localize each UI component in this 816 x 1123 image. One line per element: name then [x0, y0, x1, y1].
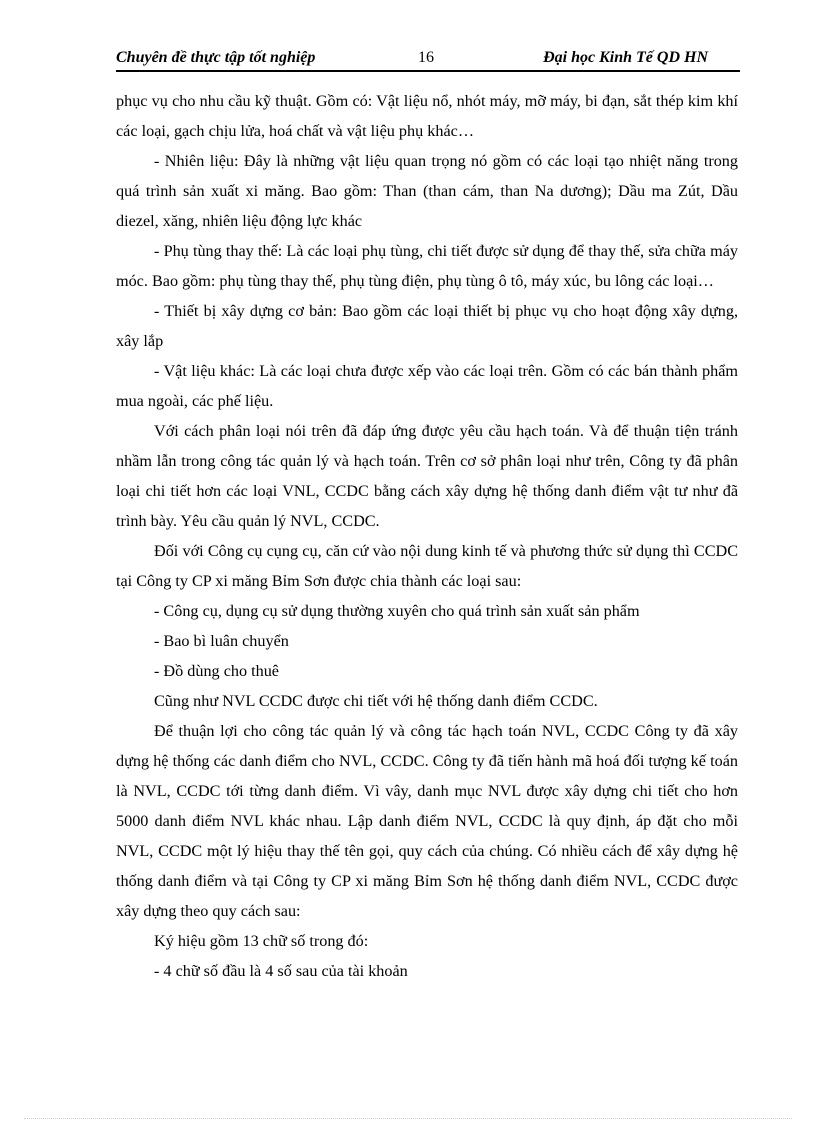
- page-number: 16: [418, 49, 434, 66]
- list-item: - 4 chữ số đầu là 4 số sau của tài khoản: [154, 962, 408, 980]
- paragraph: phục vụ cho nhu cầu kỹ thuật. Gồm có: Vật liệu nổ, nhót máy, mỡ máy, bi đạn, sắt thép kim khí các loại, gạch chịu lửa, hoá chất và vật liệu phụ khác…: [116, 92, 738, 140]
- paragraph: Với cách phân loại nói trên đã đáp ứng được yêu cầu hạch toán. Và để thuận tiện tránh nhầm lẫn trong công tác quản lý và hạch toán. Trên cơ sở phân loại như trên, Công ty đã phân loại chi tiết hơn các loại VNL, CCDC bằng cách xây dựng hệ thống danh điểm vật tư như đã trình bày. Yêu cầu quản lý NVL, CCDC.: [116, 422, 738, 530]
- list-item: - Đồ dùng cho thuê: [154, 662, 279, 680]
- paragraph: - Nhiên liệu: Đây là những vật liệu quan trọng nó gồm có các loại tạo nhiệt năng trong quá trình sản xuất xi măng. Bao gồm: Than (than cám, than Na dương); Dầu ma Zút, Dầu diezel, xăng, nhiên liệu động lực khác: [116, 152, 738, 230]
- paragraph: - Phụ tùng thay thế: Là các loại phụ tùng, chi tiết được sử dụng để thay thế, sửa chữa máy móc. Bao gồm: phụ tùng thay thế, phụ tùng điện, phụ tùng ô tô, máy xúc, bu lông các loại…: [116, 242, 738, 290]
- list-item: - Công cụ, dụng cụ sử dụng thường xuyên cho quá trình sản xuất sản phẩm: [154, 602, 640, 620]
- paragraph: Cũng như NVL CCDC được chi tiết với hệ thống danh điểm CCDC.: [154, 692, 598, 710]
- page-body: [116, 86, 738, 986]
- paragraph: - Thiết bị xây dựng cơ bản: Bao gồm các loại thiết bị phục vụ cho hoạt động xây dựng, xây lắp: [116, 302, 738, 350]
- header-university: Đại học Kinh Tế QD HN: [543, 49, 708, 66]
- page-bottom-border: [24, 1118, 792, 1119]
- header-document-title: Chuyên đề thực tập tốt nghiệp: [116, 49, 316, 66]
- paragraph: Ký hiệu gồm 13 chữ số trong đó:: [154, 932, 369, 950]
- paragraph: - Vật liệu khác: Là các loại chưa được xếp vào các loại trên. Gồm có các bán thành phẩm mua ngoài, các phế liệu.: [116, 362, 738, 410]
- paragraph: Để thuận lợi cho công tác quản lý và công tác hạch toán NVL, CCDC Công ty đã xây dựng hệ thống các danh điểm cho NVL, CCDC. Công ty đã tiến hành mã hoá đối tượng kế toán là NVL, CCDC tới từng danh điểm. Vì vây, danh mục NVL được xây dựng chi tiết cho hơn 5000 danh điểm NVL khác nhau. Lập danh điểm NVL, CCDC là quy định, áp đặt cho mỗi NVL, CCDC một lý hiệu thay thế tên gọi, quy cách của chúng. Có nhiều cách để xây dựng hệ thống danh điểm và tại Công ty CP xi măng Bỉm Sơn hệ thống danh điểm NVL, CCDC được xây dựng theo quy cách sau:: [116, 722, 738, 920]
- list-item: - Bao bì luân chuyển: [154, 632, 289, 650]
- paragraph: Đối với Công cụ cụng cụ, căn cứ vào nội dung kinh tế và phương thức sử dụng thì CCDC tại Công ty CP xi măng Bỉm Sơn được chia thành các loại sau:: [116, 542, 738, 590]
- page-header: [116, 46, 740, 72]
